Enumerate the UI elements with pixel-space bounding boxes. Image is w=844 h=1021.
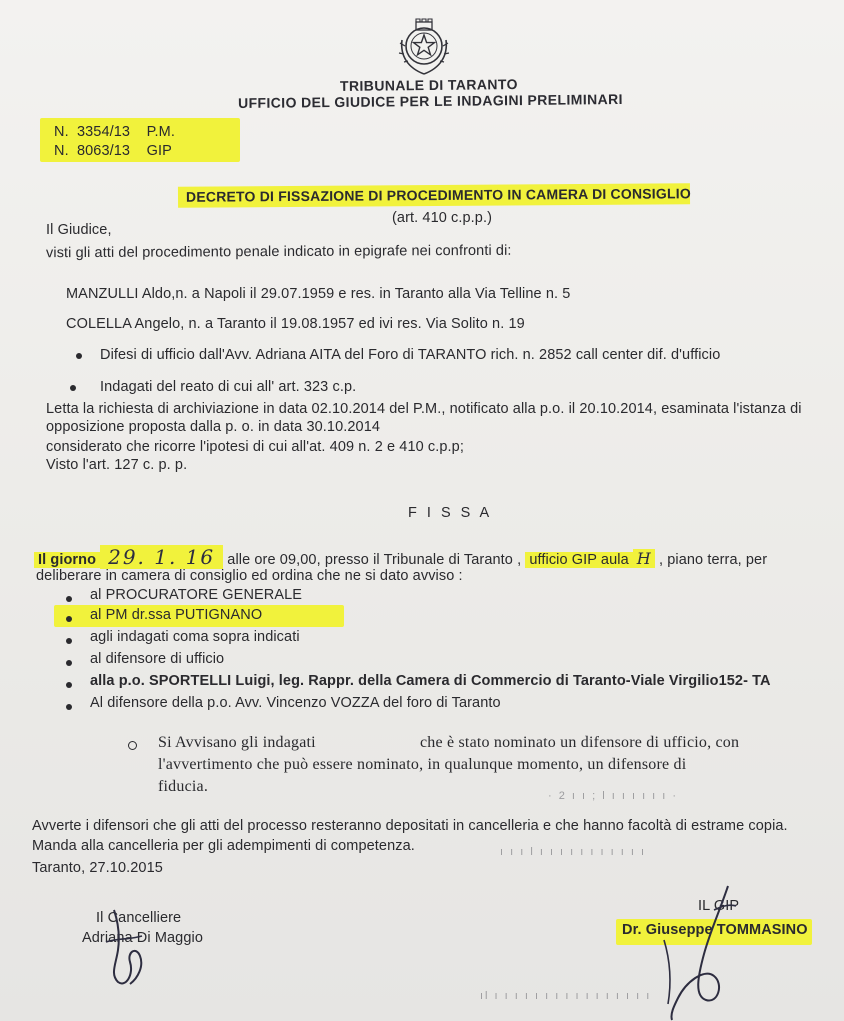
piano-terra: , piano terra, per [658, 552, 768, 568]
il-giorno: Il giorno [34, 552, 100, 568]
court-name: TRIBUNALE DI TARANTO [339, 76, 518, 94]
fissa-heading: F I S S A [408, 505, 493, 521]
bleed-through-text: · 2 ı ı ; l ı ı ı ı ı ı · [548, 790, 679, 802]
bullet [66, 638, 72, 644]
manda-line: Manda alla cancelleria per gli adempimenti di competenza. [32, 838, 415, 854]
bullet [66, 682, 72, 688]
office-name: UFFICIO DEL GIUDICE PER LE INDAGINI PRELIMINARI [237, 90, 623, 112]
cancelliere-signature [100, 902, 160, 992]
bullet [70, 385, 76, 391]
notice-line-1b: che è stato nominato un difensore di ufficio, con [420, 734, 740, 751]
notice-line-2: l'avvertimento che può essere nominato, in qualunque momento, un difensore di [158, 756, 687, 773]
notice-line-1a: Si Avvisano gli indagati [158, 734, 316, 751]
person-2: COLELLA Angelo, n. a Taranto il 19.08.1957 ed ivi res. Via Solito n. 19 [66, 316, 525, 332]
gip-title: IL GIP [698, 898, 740, 914]
cancelliere-title: Il Cancelliere [96, 910, 182, 926]
deliberare-line: deliberare in camera di consiglio ed ordina che ne si dato avviso : [36, 568, 463, 584]
person-1: MANZULLI Aldo,n. a Napoli il 29.07.1959 e res. in Taranto alla Via Telline n. 5 [66, 286, 571, 302]
cancelliere-name: Adriana Di Maggio [82, 930, 203, 946]
recipient-item: agli indagati coma sopra indicati [90, 629, 300, 645]
recipient-item: alla p.o. SPORTELLI Luigi, leg. Rappr. della Camera di Commercio di Taranto-Viale Virgilio152- TA [90, 673, 771, 689]
italian-emblem-icon [396, 16, 452, 78]
recipient-item: Al difensore della p.o. Avv. Vincenzo VOZZA del foro di Taranto [90, 695, 501, 711]
letta-line-1: Letta la richiesta di archiviazione in data 02.10.2014 del P.M., notificato alla p.o. il 20.10.2014, esaminata l'istanza di [46, 401, 802, 417]
hollow-bullet [128, 741, 137, 750]
defense-line: Difesi di ufficio dall'Avv. Adriana AITA del Foro di TARANTO rich. n. 2852 call center dif. d'ufficio [100, 347, 721, 363]
bullet [66, 704, 72, 710]
visti-line: visti gli atti del procedimento penale indicato in epigrafe nei confronti di: [45, 242, 512, 262]
avverte-line: Avverte i difensori che gli atti del processo resteranno depositati in cancelleria e che hanno facoltà di estrame copia. [32, 818, 788, 834]
ufficio-gip: ufficio GIP aula [525, 552, 632, 568]
case-number-pm: N. 3354/13 P.M. [54, 124, 175, 140]
notice-line-3: fiducia. [158, 778, 209, 795]
case-number-gip: N. 8063/13 GIP [54, 143, 172, 159]
place-date: Taranto, 27.10.2015 [32, 860, 163, 876]
recipient-item: al difensore di ufficio [90, 651, 225, 667]
hearing-line [34, 545, 767, 569]
decree-article: (art. 410 c.p.p.) [392, 210, 493, 226]
gip-signature [650, 880, 760, 1021]
indagati-line: Indagati del reato di cui all' art. 323 c.p. [100, 379, 357, 395]
decree-title: DECRETO DI FISSAZIONE DI PROCEDIMENTO IN CAMERA DI CONSIGLIO [185, 185, 691, 205]
considerato-line: considerato che ricorre l'ipotesi di cui all'at. 409 n. 2 e 410 c.p.p; [46, 439, 464, 455]
bullet [76, 353, 82, 359]
letta-line-2: opposizione proposta dalla p. o. in data 30.10.2014 [46, 419, 381, 435]
bleed-through-text: ıl ı ı ı ı ı ı ı ı ı ı ı ı ı ı ı ı [480, 990, 652, 1002]
judge-label: Il Giudice, [46, 222, 112, 238]
bullet [66, 660, 72, 666]
hearing-date: 29. 1. 16 [100, 545, 223, 569]
bullet [66, 616, 72, 622]
aula-letter: H [633, 549, 655, 568]
recipient-item: al PROCURATORE GENERALE [90, 587, 303, 603]
bleed-through-text: ı ı ı l ı ı ı ı ı ı ı ı ı ı ı [500, 846, 647, 858]
alle-ore: alle ore 09,00, presso il Tribunale di Taranto , [227, 552, 522, 568]
gip-name: Dr. Giuseppe TOMMASINO [622, 922, 808, 938]
bullet [66, 596, 72, 602]
visto-line: Visto l'art. 127 c. p. p. [46, 457, 188, 473]
recipient-item: al PM dr.ssa PUTIGNANO [90, 607, 263, 623]
